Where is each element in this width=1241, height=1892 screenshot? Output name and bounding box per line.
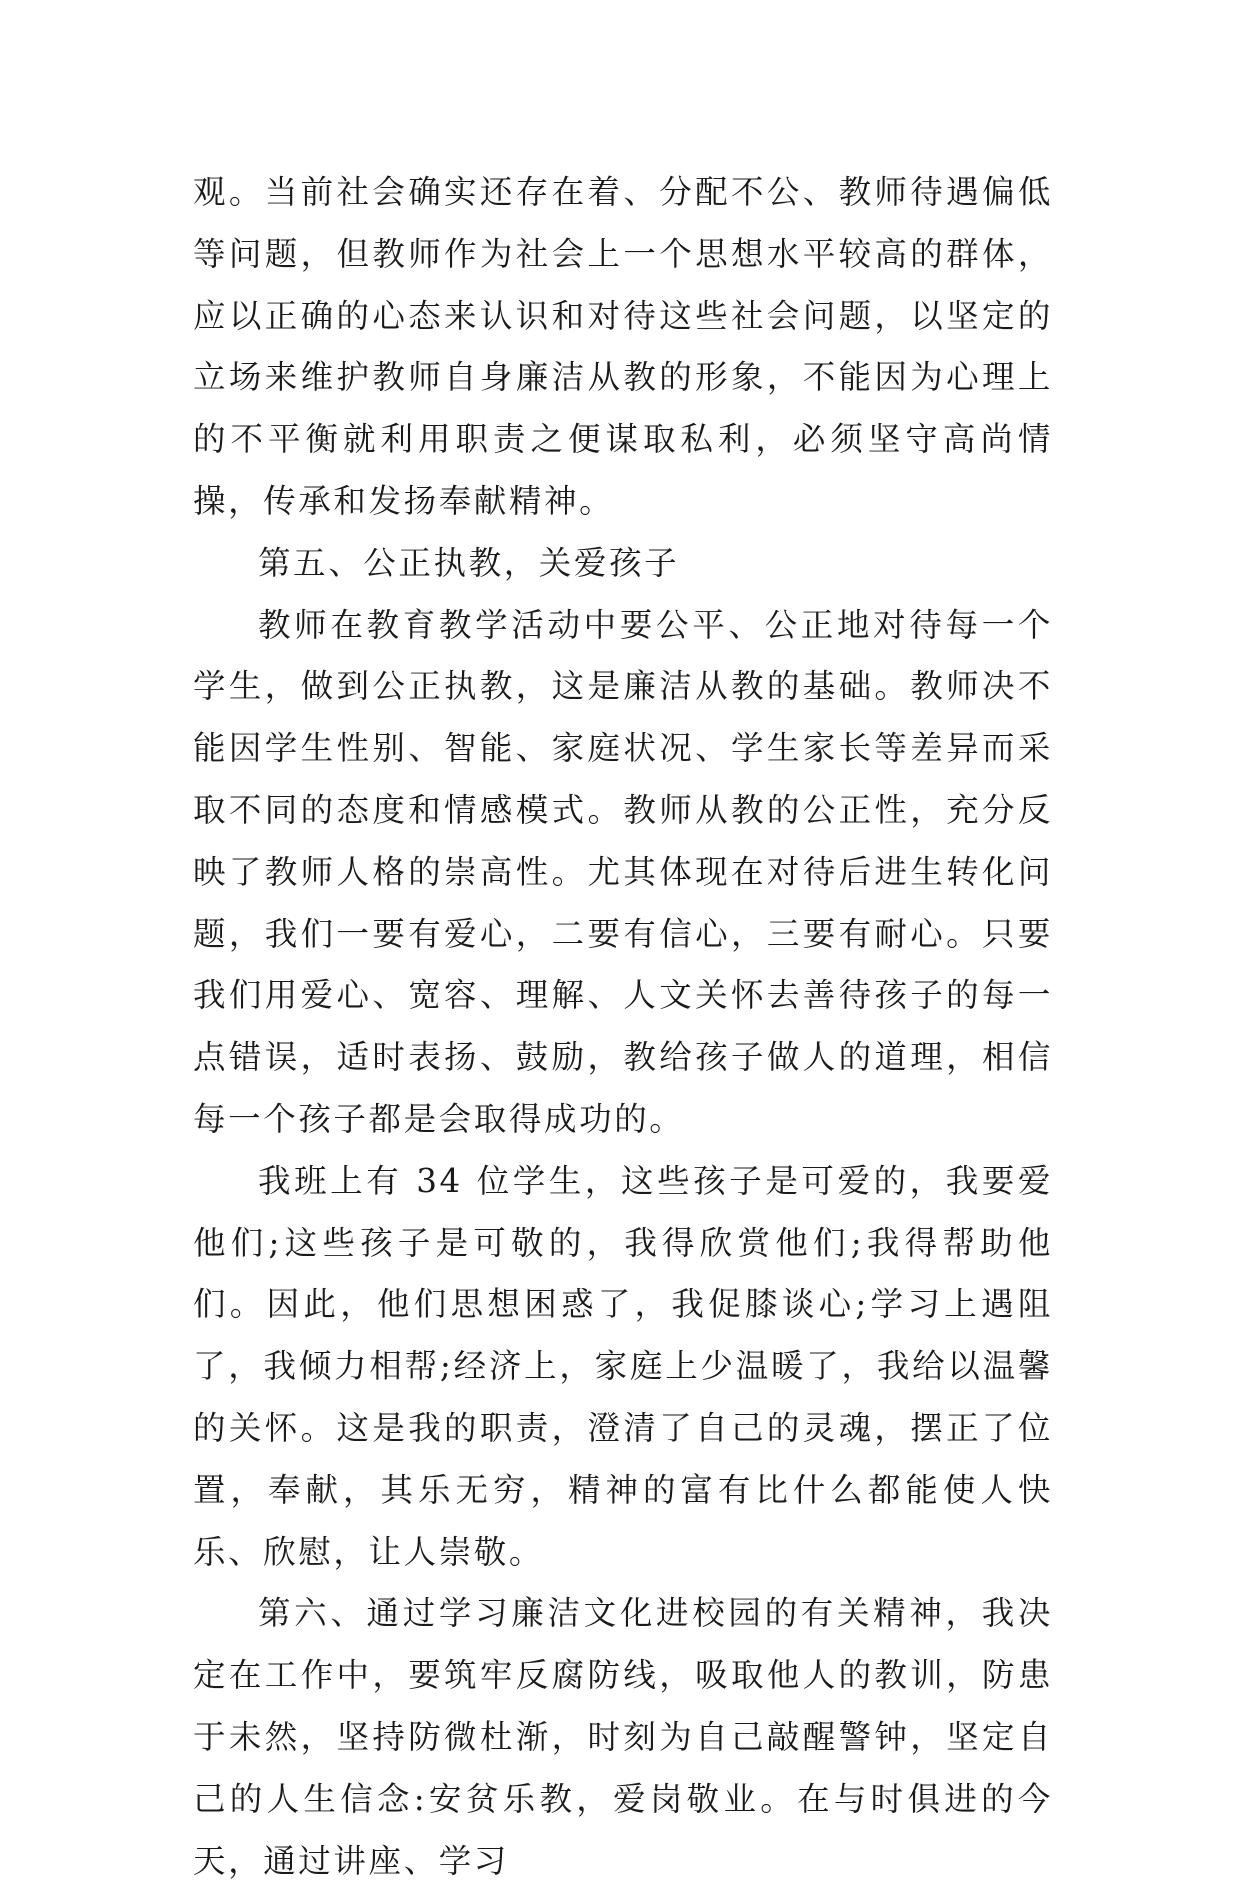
- paragraph-class-students: 我班上有 34 位学生，这些孩子是可爱的，我要爱他们;这些孩子是可敬的，我得欣赏他们;我得帮助他们。因此，他们思想困惑了，我促膝谈心;学习上遇阻了，我倾力相帮;经济上，家庭上少温暖了，我给以温馨的关怀。这是我的职责，澄清了自己的灵魂，摆正了位置，奉献，其乐无穷，精神的富有比什么都能使人快乐、欣慰，让人崇敬。: [193, 1161, 1053, 1571]
- paragraph-intro-continuation: 观。当前社会确实还存在着、分配不公、教师待遇偏低等问题，但教师作为社会上一个思想水平较高的群体，应以正确的心态来认识和对待这些社会问题，以坚定的立场来维护教师自身廉洁从教的形象，不能因为心理上的不平衡就利用职责之便谋取私利，必须坚守高尚情操，传承和发扬奉献精神。: [193, 173, 1053, 520]
- document-body: [193, 162, 1053, 1892]
- section-heading-five: 第五、公正执教，关爱孩子: [258, 543, 680, 582]
- paragraph-section-six: 第六、通过学习廉洁文化进校园的有关精神，我决定在工作中，要筑牢反腐防线，吸取他人的教训，防患于未然，坚持防微杜渐，时刻为自己敲醒警钟，坚定自己的人生信念:安贫乐教，爱岗敬业。在与时俱进的今天，通过讲座、学习: [193, 1594, 1053, 1880]
- paragraph-fair-teaching: 教师在教育教学活动中要公平、公正地对待每一个学生，做到公正执教，这是廉洁从教的基础。教师决不能因学生性别、智能、家庭状况、学生家长等差异而采取不同的态度和情感模式。教师从教的公正性，充分反映了教师人格的崇高性。尤其体现在对待后进生转化问题，我们一要有爱心，二要有信心，三要有耐心。只要我们用爱心、宽容、理解、人文关怀去善待孩子的每一点错误，适时表扬、鼓励，教给孩子做人的道理，相信每一个孩子都是会取得成功的。: [193, 605, 1053, 1138]
